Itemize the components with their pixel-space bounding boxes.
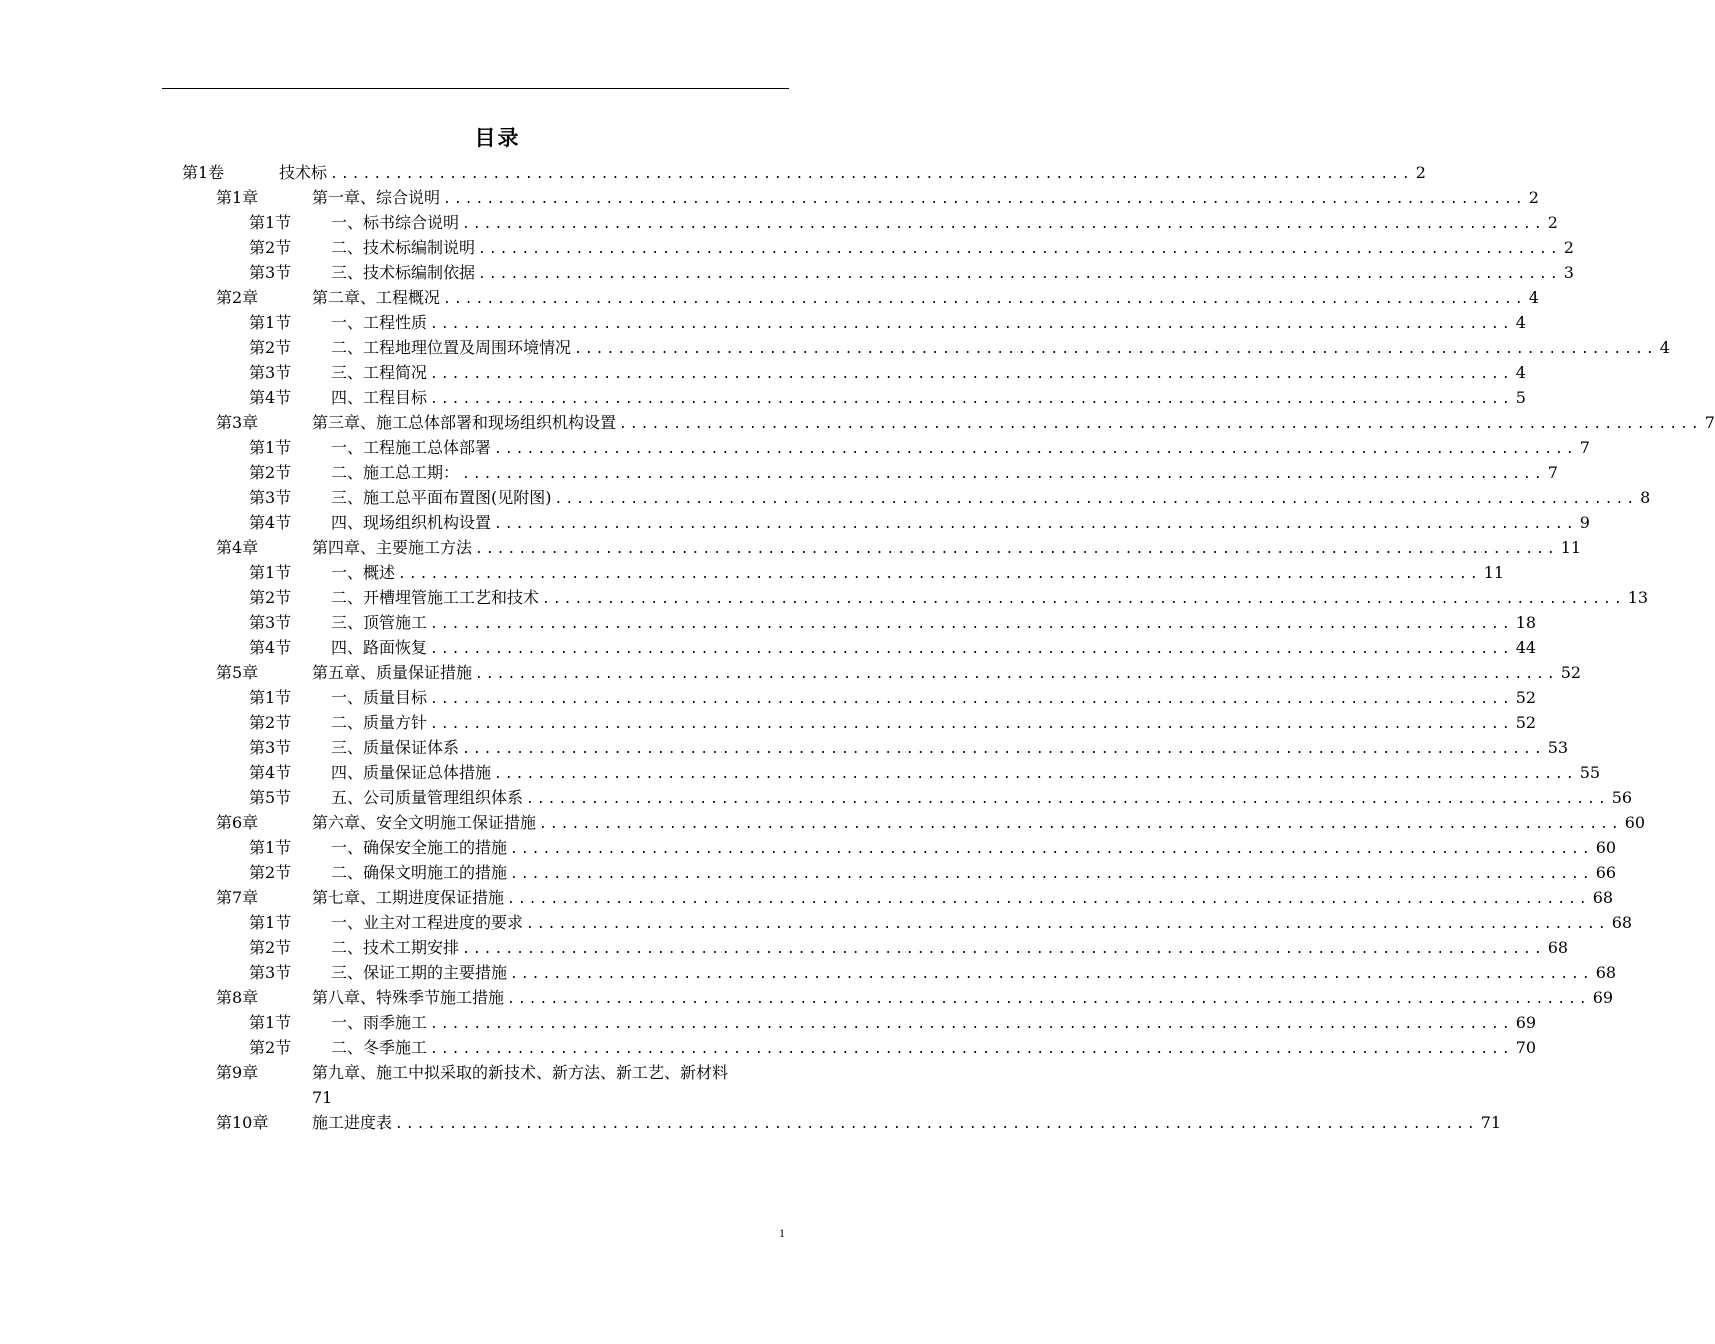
toc-entry-title: 三、保证工期的主要措施 [331,963,508,982]
toc-entry-page: 53 [1547,738,1569,757]
toc-entry[interactable] [0,535,1582,560]
toc-entry-label: 第1章 [216,188,259,207]
toc-entry-page: 4 [1515,313,1526,332]
toc-dot-leader: .................................................................................................... [526,792,1609,807]
toc-entry-title: 二、技术标编制说明 [331,238,476,257]
toc-entry[interactable] [0,610,1537,635]
toc-entry[interactable] [0,710,1537,735]
toc-entry-page: 2 [1528,188,1539,207]
toc-entry[interactable] [0,235,1574,260]
toc-entry-title: 三、技术标编制依据 [331,263,476,282]
toc-entry-page: 2 [1563,238,1574,257]
toc-dot-leader: .................................................................................................... [330,167,1413,182]
toc-entry-page: 8 [1640,488,1651,507]
toc-entry-title: 一、工程施工总体部署 [331,438,492,457]
toc-entry-page: 13 [1627,588,1649,607]
toc-dot-leader: .................................................................................................... [510,842,1593,857]
toc-dot-leader: .................................................................................................... [475,542,1558,557]
toc-entry-page: 69 [1592,988,1614,1007]
toc-entry[interactable] [0,860,1617,885]
toc-entry-title: 一、概述 [331,563,396,582]
toc-entry-title: 四、路面恢复 [331,638,428,657]
toc-entry-title: 一、确保安全施工的措施 [331,838,508,857]
toc-entry-title: 第二章、工程概况 [312,288,441,307]
toc-entry[interactable] [0,335,1670,360]
toc-entry-title: 第四章、主要施工方法 [312,538,473,557]
toc-entry[interactable] [0,910,1633,935]
toc-entry-label: 第4章 [216,538,259,557]
toc-entry-page: 60 [1595,838,1617,857]
toc-entry-label: 第2节 [249,863,292,882]
toc-entry-label: 第3节 [249,613,292,632]
toc-entry-label: 第6章 [216,813,259,832]
toc-entry-title: 第一章、综合说明 [312,188,441,207]
toc-entry-title: 一、标书综合说明 [331,213,460,232]
toc-entry-page: 4 [1528,288,1539,307]
page-number: 1 [779,1226,785,1240]
toc-entry[interactable] [0,1035,1537,1060]
toc-entry-label: 第7章 [216,888,259,907]
toc-entry-page: 3 [1563,263,1574,282]
toc-dot-leader: .................................................................................................... [443,192,1526,207]
toc-dot-leader: .................................................................................................... [475,667,1558,682]
toc-entry[interactable] [0,960,1617,985]
toc-dot-leader: .................................................................................................... [539,817,1622,832]
toc-entry-label: 第3节 [249,488,292,507]
toc-entry-label: 第4节 [249,638,292,657]
toc-entry[interactable] [0,585,1649,610]
toc-entry-page: 55 [1579,763,1601,782]
toc-entry-label: 第3节 [249,963,292,982]
toc-dot-leader: .................................................................................................... [430,717,1513,732]
toc-entry-label: 第2节 [249,463,292,482]
toc-dot-leader: .................................................................................................... [430,642,1513,657]
toc-dot-leader: .................................................................................................... [430,392,1513,407]
toc-entry-title: 一、工程性质 [331,313,428,332]
toc-entry-label: 第2节 [249,238,292,257]
toc-entry-label: 第9章 [216,1063,259,1082]
toc-dot-leader: .................................................................................................... [574,342,1657,357]
toc-dot-leader: .................................................................................................... [462,467,1545,482]
toc-entry[interactable] [0,285,1539,310]
toc-entry[interactable] [0,210,1558,235]
toc-entry-title: 四、质量保证总体措施 [331,763,492,782]
toc-entry-title: 施工进度表 [312,1113,393,1132]
toc-entry-label: 第1卷 [182,163,225,182]
toc-entry-label: 第2节 [249,713,292,732]
toc-entry[interactable] [0,735,1569,760]
toc-entry-title: 二、工程地理位置及周围环境情况 [331,338,572,357]
toc-entry-title: 二、开槽埋管施工工艺和技术 [331,588,540,607]
toc-dot-leader: .................................................................................................... [478,267,1561,282]
toc-entry[interactable] [0,935,1569,960]
toc-entry-page: 56 [1611,788,1633,807]
toc-entry-page: 4 [1515,363,1526,382]
toc-dot-leader: .................................................................................................... [430,1042,1513,1057]
toc-entry[interactable] [0,260,1574,285]
toc-entry-title: 三、施工总平面布置图(见附图) [331,488,552,507]
toc-title: 目录 [474,125,521,150]
toc-entry-label: 第2章 [216,288,259,307]
toc-entry-title: 第六章、安全文明施工保证措施 [312,813,537,832]
toc-dot-leader: .................................................................................................... [494,517,1577,532]
toc-entry-title: 第八章、特殊季节施工措施 [312,988,505,1007]
toc-entry-page: 68 [1595,963,1617,982]
toc-entry-page: 52 [1515,713,1537,732]
toc-entry-label: 第4节 [249,388,292,407]
toc-entry-page: 2 [1415,163,1426,182]
toc-entry[interactable] [0,560,1505,585]
toc-entry[interactable] [0,1010,1537,1035]
toc-entry-page: 52 [1515,688,1537,707]
toc-entry-page: 69 [1515,1013,1537,1032]
toc-dot-leader: .................................................................................................... [443,292,1526,307]
toc-entry[interactable] [0,1110,1502,1135]
toc-entry-page: 68 [1611,913,1633,932]
toc-dot-leader: .................................................................................................... [494,442,1577,457]
toc-entry-label: 第2节 [249,338,292,357]
toc-dot-leader: .................................................................................................... [430,1017,1513,1032]
toc-entry[interactable] [0,460,1558,485]
toc-dot-leader: .................................................................................................... [507,992,1590,1007]
toc-dot-leader: .................................................................................................... [430,692,1513,707]
toc-entry[interactable] [0,160,1426,185]
toc-entry-title: 第五章、质量保证措施 [312,663,473,682]
toc-dot-leader: .................................................................................................... [395,1117,1478,1132]
toc-entry-title: 技术标 [279,163,328,182]
toc-entry-label: 第1节 [249,688,292,707]
toc-entry[interactable] [0,760,1601,785]
toc-entry-title: 一、业主对工程进度的要求 [331,913,524,932]
toc-dot-leader: .................................................................................................... [507,892,1590,907]
toc-entry[interactable] [0,660,1582,685]
toc-entry-label: 第2节 [249,588,292,607]
toc-entry-label: 第1节 [249,213,292,232]
toc-entry-page: 71 [1480,1113,1502,1132]
toc-entry-page: 7 [1579,438,1590,457]
toc-entry-page: 7 [1704,413,1715,432]
toc-entry-label: 第5章 [216,663,259,682]
toc-entry-page: 11 [1560,538,1582,557]
toc-entry-title: 二、质量方针 [331,713,428,732]
toc-dot-leader: .................................................................................................... [462,217,1545,232]
toc-dot-leader: .................................................................................................... [398,567,1481,582]
toc-dot-leader: .................................................................................................... [510,967,1593,982]
toc-entry-label: 第10章 [216,1113,269,1132]
toc-entry-label: 第5节 [249,788,292,807]
toc-entry-label: 第2节 [249,938,292,957]
toc-entry-title: 一、雨季施工 [331,1013,428,1032]
toc-entry-title: 第七章、工期进度保证措施 [312,888,505,907]
toc-entry-page: 68 [1592,888,1614,907]
toc-dot-leader: .................................................................................................... [430,367,1513,382]
toc-entry[interactable] [0,410,1715,435]
toc-entry-title: 二、冬季施工 [331,1038,428,1057]
toc-entry-page: 60 [1624,813,1646,832]
toc-entry-title: 四、工程目标 [331,388,428,407]
toc-entry-title: 第九章、施工中拟采取的新技术、新方法、新工艺、新材料 [312,1063,729,1082]
toc-entry-page: 2 [1547,213,1558,232]
toc-dot-leader: .................................................................................................... [478,242,1561,257]
toc-entry-page: 66 [1595,863,1617,882]
toc-entry-title: 二、确保文明施工的措施 [331,863,508,882]
toc-dot-leader: .................................................................................................... [494,767,1577,782]
toc-dot-leader: .................................................................................................... [542,592,1625,607]
toc-entry[interactable] [0,1060,950,1110]
toc-entry-label: 第1节 [249,438,292,457]
toc-dot-leader: .................................................................................................... [430,317,1513,332]
toc-entry-label: 第4节 [249,513,292,532]
toc-entry-label: 第3节 [249,738,292,757]
toc-entry-label: 第1节 [249,838,292,857]
toc-entry[interactable] [0,685,1537,710]
toc-dot-leader: .................................................................................................... [619,417,1702,432]
toc-entry[interactable] [0,885,1614,910]
toc-entry-label: 第4节 [249,763,292,782]
toc-entry[interactable] [0,485,1651,510]
toc-entry[interactable] [0,985,1614,1010]
toc-dot-leader: .................................................................................................... [462,942,1545,957]
toc-entry-page: 9 [1579,513,1590,532]
toc-entry-page: 5 [1515,388,1526,407]
toc-entry[interactable] [0,310,1526,335]
toc-entry-label: 第3章 [216,413,259,432]
toc-entry-title: 二、技术工期安排 [331,938,460,957]
toc-dot-leader: .................................................................................................... [430,617,1513,632]
toc-entry[interactable] [0,185,1539,210]
toc-entry-label: 第1节 [249,313,292,332]
toc-entry[interactable] [0,810,1646,835]
toc-entry-title: 第三章、施工总体部署和现场组织机构设置 [312,413,617,432]
toc-entry-page: 44 [1515,638,1537,657]
toc-entry-title: 五、公司质量管理组织体系 [331,788,524,807]
toc-entry-title: 三、质量保证体系 [331,738,460,757]
toc-entry-label: 第8章 [216,988,259,1007]
toc-entry-page: 71 [312,1088,333,1107]
toc-entry-page: 52 [1560,663,1582,682]
toc-entry-page: 4 [1659,338,1670,357]
toc-entry-label: 第3节 [249,263,292,282]
toc-entry[interactable] [0,785,1633,810]
toc-entry[interactable] [0,360,1526,385]
toc-entry[interactable] [0,385,1526,410]
header-rule [162,88,789,89]
toc-dot-leader: .................................................................................................... [554,492,1638,507]
toc-entry-title: 四、现场组织机构设置 [331,513,492,532]
toc-entry-title: 二、施工总工期： [331,463,460,482]
toc-entry-label: 第1节 [249,913,292,932]
toc-entry-title: 一、质量目标 [331,688,428,707]
toc-entry[interactable] [0,835,1617,860]
toc-dot-leader: .................................................................................................... [526,917,1609,932]
toc-entry-title: 三、工程简况 [331,363,428,382]
toc-entry-page: 18 [1515,613,1537,632]
toc-dot-leader: .................................................................................................... [510,867,1593,882]
toc-entry-page: 70 [1515,1038,1537,1057]
toc-entry-page: 68 [1547,938,1569,957]
toc-entry[interactable] [0,635,1537,660]
toc-entry-label: 第1节 [249,563,292,582]
toc-entry[interactable] [0,510,1590,535]
toc-entry-label: 第2节 [249,1038,292,1057]
toc-entry-page: 11 [1483,563,1505,582]
toc-entry-page: 7 [1547,463,1558,482]
toc-entry-label: 第3节 [249,363,292,382]
toc-dot-leader: .................................................................................................... [462,742,1545,757]
toc-entry-label: 第1节 [249,1013,292,1032]
toc-entry[interactable] [0,435,1590,460]
toc-entry-title: 三、顶管施工 [331,613,428,632]
